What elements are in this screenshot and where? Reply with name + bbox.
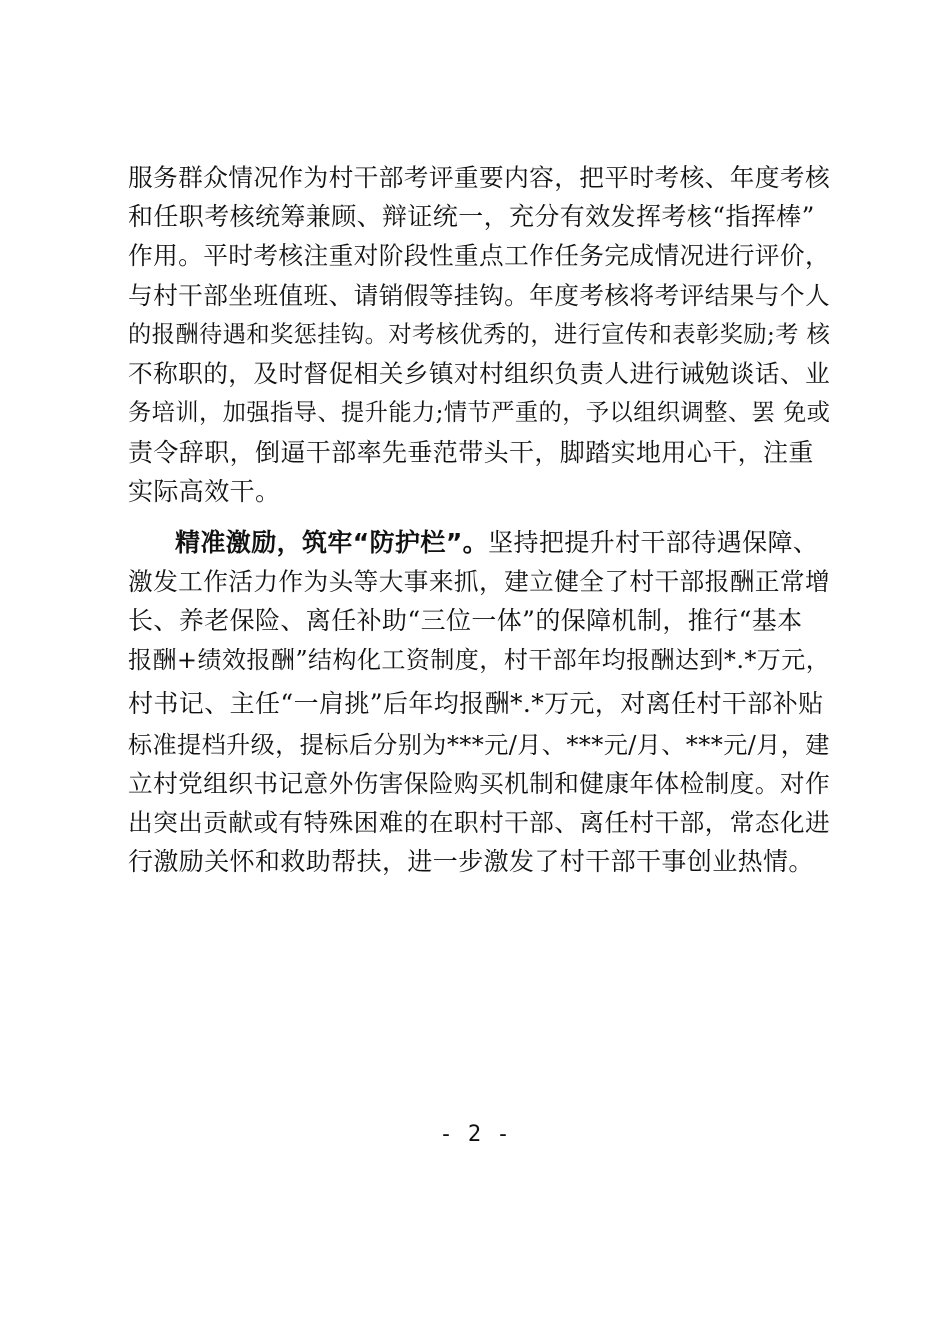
paragraph-first-line <box>175 526 818 560</box>
text-line: 与村干部坐班值班、请销假等挂钩。年度考核将考评结果与个人 <box>128 281 831 310</box>
text-run: 坚持把提升村干部待遇保障、 <box>488 528 819 557</box>
section-heading: 精准激励，筑牢“防护栏”。 <box>175 528 489 557</box>
text-line: 不称职的，及时督促相关乡镇对村组织负责人进行诫勉谈话、业 <box>128 359 831 388</box>
text-line: 和任职考核统筹兼顾、辩证统一，充分有效发挥考核“指挥棒” <box>128 202 815 231</box>
text-line: 责令辞职，倒逼干部率先垂范带头干，脚踏实地用心干，注重 <box>128 438 814 467</box>
text-line: 服务群众情况作为村干部考评重要内容，把平时考核、年度考核 <box>128 163 831 192</box>
text-line: 出突出贡献或有特殊困难的在职村干部、离任村干部，常态化进 <box>128 808 831 837</box>
text-line: 实际高效干。 <box>128 477 281 506</box>
text-line: 标准提档升级，提标后分别为***元/月、***元/月、***元/月，建 <box>128 731 830 759</box>
page-number: - 2 - <box>439 1122 511 1147</box>
text-line: 作用。平时考核注重对阶段性重点工作任务完成情况进行评价， <box>128 241 831 270</box>
text-line: 的报酬待遇和奖惩挂钩。对考核优秀的，进行宣传和表彰奖励;考 核 <box>128 321 831 348</box>
text-line: 长、养老保险、离任补助“三位一体”的保障机制，推行“基本 <box>128 606 803 635</box>
text-line: 立村党组织书记意外伤害保险购买机制和健康年体检制度。对作 <box>128 769 831 798</box>
text-line: 激发工作活力作为头等大事来抓，建立健全了村干部报酬正常增 <box>128 567 831 596</box>
text-line: 行激励关怀和救助帮扶，进一步激发了村干部干事创业热情。 <box>128 847 814 876</box>
text-line: 报酬+绩效报酬”结构化工资制度，村干部年均报酬达到*.*万元， <box>128 646 831 674</box>
text-line: 村书记、主任“一肩挑”后年均报酬*.*万元，对离任村干部补贴 <box>128 689 824 718</box>
text-line: 务培训，加强指导、提升能力;情节严重的，予以组织调整、罢 免或 <box>128 399 831 426</box>
